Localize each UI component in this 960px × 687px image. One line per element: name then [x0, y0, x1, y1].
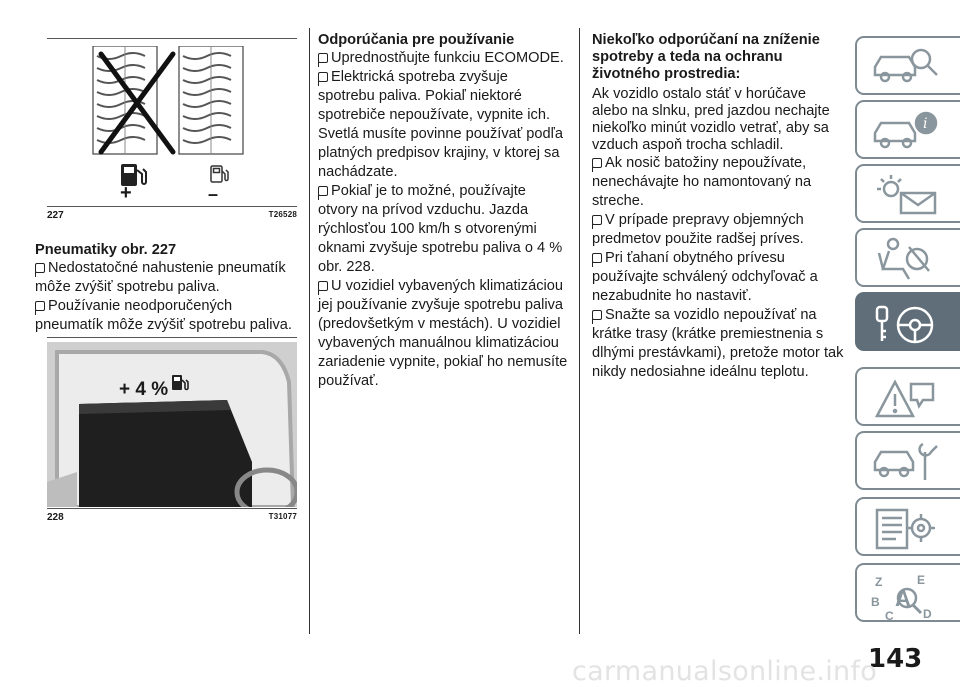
page-number: 143: [868, 644, 923, 674]
bullet-item: Pri ťahaní obytného prívesu používajte schválený odchyľovač a nezabudnite ho nastaviť.: [592, 250, 818, 304]
figure-number: 227: [47, 210, 64, 221]
bullet-icon: [592, 310, 602, 320]
fuel-pump-icon: [211, 166, 228, 182]
bullet-item: Snažte sa vozidlo nepoužívať na krátke trasy (krátke premiestnenia s dlhými prestávkami), pretože motor tak nikdy nedosiahne ideálnu teplotu.: [592, 307, 844, 380]
section-heading: Odporúčania pre používanie: [318, 32, 515, 48]
bullet-item: Elektrická spotreba zvyšuje spotrebu paliva. Pokiaľ niektoré spotrebiče nepoužívate, vypnite ich. Svetlá musíte povinne používať podľa platných predpisov krajiny, v ktorej sa nachádzate.: [318, 69, 564, 180]
tab-seat-airbag[interactable]: [855, 228, 960, 287]
figure-227: [47, 38, 297, 223]
svg-text:B: B: [871, 595, 880, 609]
bullet-icon: [35, 263, 45, 273]
tab-maintenance[interactable]: [855, 431, 960, 490]
usage-recommendations-section: [318, 32, 568, 391]
svg-text:C: C: [885, 609, 894, 622]
tab-car-search[interactable]: [855, 36, 960, 95]
tab-starting-driving[interactable]: [855, 292, 960, 351]
figure-number: 228: [47, 512, 64, 523]
fuel-increase-label: + 4 %: [119, 379, 169, 400]
seat-airbag-icon: [871, 237, 941, 281]
svg-text:E: E: [917, 573, 926, 587]
alphabetical-index-icon: [871, 572, 941, 622]
svg-text:D: D: [923, 607, 932, 621]
plus-symbol: +: [120, 182, 132, 204]
key-steering-wheel-icon: [871, 301, 941, 351]
bullet-icon: [318, 281, 328, 291]
column-divider: [579, 28, 580, 634]
bullet-icon: [318, 186, 328, 196]
technical-data-icon: [871, 506, 941, 550]
car-maintenance-icon: [871, 440, 941, 484]
bullet-item: Uprednostňujte funkciu ECOMODE.: [318, 49, 568, 68]
tire-tread-illustration: [89, 46, 249, 190]
column-divider: [309, 28, 310, 634]
svg-text:i: i: [923, 116, 928, 132]
warning-lights-icon: [871, 173, 941, 217]
minus-symbol: –: [208, 184, 219, 204]
svg-text:Z: Z: [875, 575, 883, 589]
bullet-icon: [592, 158, 602, 168]
watermark: carmanualsonline.info: [572, 656, 878, 687]
figure-228: [47, 337, 297, 532]
tab-warning-lights[interactable]: [855, 164, 960, 223]
figure-code: T31077: [268, 512, 297, 521]
road-emergency-icon: [871, 376, 941, 420]
bullet-item: Nedostatočné nahustenie pneumatík môže zvýšiť spotrebu paliva.: [35, 260, 286, 295]
bullet-icon: [35, 301, 45, 311]
tab-technical-data[interactable]: [855, 497, 960, 556]
svg-text:A: A: [895, 586, 911, 611]
figure-code: T26528: [268, 210, 297, 219]
tab-emergency[interactable]: [855, 367, 960, 426]
bullet-item: Používanie neodporučených pneumatík môže zvýšiť spotrebu paliva.: [35, 298, 292, 333]
bullet-icon: [592, 253, 602, 263]
tab-index[interactable]: [855, 563, 960, 622]
car-window-illustration: [47, 342, 297, 507]
car-info-icon: [871, 109, 941, 153]
intro-paragraph: Ak vozidlo ostalo stáť v horúčave alebo na slnku, pred jazdou nechajte niekoľko minút vozidlo vetrať, aby sa vzduch aspoň trocha schladil.: [592, 86, 830, 153]
bullet-icon: [318, 72, 328, 82]
bullet-item: Pokiaľ je to možné, používajte otvory na prívod vzduchu. Jazda rýchlosťou 100 km/h s otvorenými oknami zvyšuje spotrebu paliva o 4 % obr. 228.: [318, 183, 563, 275]
bullet-item: U vozidiel vybavených klimatizáciou jej používanie zvyšuje spotrebu paliva (predovšetkým v mestách). U vozidiel vybavených manuálnou klimatizáciou zariadenie vypnite, pokiaľ ho nemusíte používať.: [318, 278, 568, 389]
tires-section: [35, 242, 300, 335]
section-heading: Niekoľko odporúčaní na zníženie spotreby a teda na ochranu životného prostredia:: [592, 32, 820, 82]
car-search-icon: [871, 45, 941, 89]
bullet-item: V prípade prepravy objemných predmetov použite radšej príves.: [592, 212, 804, 247]
eco-tips-section: [592, 32, 844, 382]
bullet-item: Ak nosič batožiny nepoužívate, nenechávajte ho namontovaný na streche.: [592, 155, 812, 209]
bullet-icon: [318, 53, 328, 63]
bullet-icon: [592, 215, 602, 225]
tab-car-info[interactable]: [855, 100, 960, 159]
section-heading: Pneumatiky obr. 227: [35, 242, 177, 258]
